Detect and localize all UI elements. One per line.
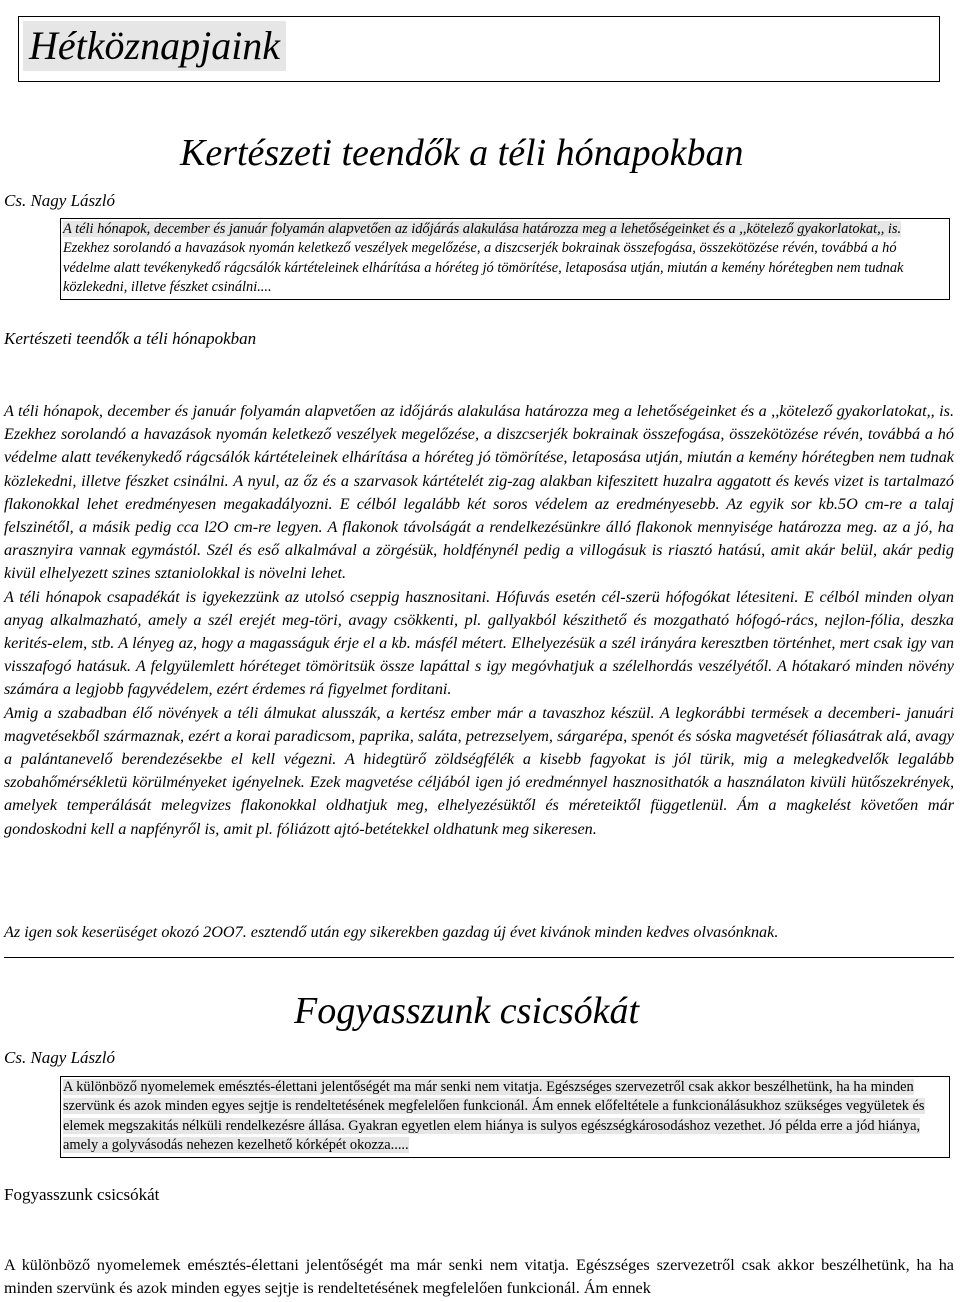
lead-highlighted-text: A különböző nyomelemek emésztés-élettani jelentőségét ma már senki nem vitatja. Egészséges szervezetről csak akkor beszélhetünk, ha ha minden szervünk és azok minden egyes sejtje is rendeltetésének megfelelően funkcionál. Ám ennek előfeltétele a funkcionálásukhoz szükséges vegyületek és elemek megszakitás nélküli rendelkezésre állása. Gyakran egyetlen elem hiánya is sulyos egészségkárosodáshoz vezethet. Jó példa erre a jód hiánya, amely a golyvásodás nehezen kezelhető kórképét okozza.....: [63, 1079, 925, 1154]
article-closing: Az igen sok keserüséget okozó 2OO7. esztendő után egy sikerekben gazdag új évet kivánok minden kedves olvasónknak.: [4, 923, 779, 941]
section-heading: Fogyasszunk csicsókát: [4, 1185, 160, 1204]
page-title: Hétköznapjaink: [23, 21, 286, 71]
lead-highlighted-text: A téli hónapok, december és január folyamán alapvetően az időjárás alakulása határozza meg a lehetőségeinket és a ,,kötelező gyakorlatokat,, is.: [63, 221, 902, 237]
article-title: Fogyasszunk csicsókát: [294, 990, 640, 1032]
article-body: [4, 400, 954, 841]
section-heading: Kertészeti teendők a téli hónapokban: [4, 329, 257, 348]
article-title: Kertészeti teendők a téli hónapokban: [180, 132, 744, 174]
lead-text: Ezekhez sorolandó a havazások nyomán keletkező veszélyek megelőzése, a diszcserjék bokrainak összefogása, összekötözése révén, továbbá a hó védelme alatt tevékenykedő rágcsálók kártételeinek elhárítása a hóréteg jó tömörítése, letaposása utján, miután a kemény hórétegben nem tudnak közlekedni, illetve fészket csinálni....: [63, 240, 904, 296]
body-paragraph: A téli hónapok csapadékát is igyekezzünk az utolsó cseppig hasznositani. Hófuvás esetén cél-szerü hófogókat létesiteni. E célból minden olyan anyag alkalmazható, amely a szél erejét meg-töri, avagy csökkenti, pl. gallyakból készithető és mozgatható hófogó-rács, nejlon-fólia, deszka kerités-elem, stb. A lényeg az, hogy a magasságuk érje el a kb. másfél métert. Elhelyezésük a szél irányára keresztben történhet, mert csak igy van visszafogó hatásuk. A felgyülemlett hóréteget tömöritsük össze lapáttal s igy megóvhatjuk a szélelhordás veszélyétől. A hótakaró minden növény számára a legjobb fagyvédelem, ezért érdemes rá figyelmet forditani.: [4, 587, 954, 699]
article-author: Cs. Nagy László: [4, 1048, 115, 1067]
header-box: [18, 16, 940, 82]
article-lead-box: [60, 218, 950, 300]
article-body: A különböző nyomelemek emésztés-élettani jelentőségét ma már senki nem vitatja. Egészséges szervezetről csak akkor beszélhetünk, ha ha minden szervünk és azok minden egyes sejtje is rendeltetésének megfelelően funkcionál. Ám ennek: [4, 1256, 954, 1298]
article-lead-box: [60, 1076, 950, 1158]
body-paragraph: Amig a szabadban élő növények a téli álmukat alusszák, a kertész ember már a tavaszhoz készül. A legkorábbi termések a decemberi- januári magvetésekből származnak, ezért a korai paradicsom, paprika, saláta, petrezselyem, sárgarépa, spenót és sóska magvetését fóliasátrak alá, avagy a palántanevelő berendezésekbe el kell végezni. A hidegtürő zöldségfélék a kisebb fagyokat is jól türik, mig a melegkedvelők legalább szobahőmérsékletü körülményeket igényelnek. Ezek magvetése céljából igen jó eredménnyel hasznosithatók a használaton kivüli hütőszekrények, amelyek temperálását melegvizes flakonokkal oldhatjuk meg, elhelyezésüktől és méreteiktől függetlenül. Ám a magkelést követően már gondoskodni kell a napfényről is, amit pl. fóliázott ajtó-betétekkel oldhatunk meg sikeresen.: [4, 703, 954, 838]
body-paragraph: A téli hónapok, december és január folyamán alapvetően az időjárás alakulása határozza meg a lehetőségeinket és a ,,kötelező gyakorlatokat,, is. Ezekhez sorolandó a havazások nyomán keletkező veszélyek megelőzése, a diszcserjék bokrainak összefogása, összekötözése révén, továbbá a hó védelme alatt tevékenykedő rágcsálók kártételeinek elhárítása a hóréteg jó tömörítése, letaposása utján, miután a kemény hórétegben nem tudnak közlekedni, illetve fészket csinálni. A nyul, az őz és a szarvasok kártételét zig-zag alakban kifeszitett huzalra aggatott és kevés vizet is tartalmazó flakonokkal lehet eredményesen megakadályozni. E célból legalább két soros védelem az eredményesebb. Az egyik sor kb.5O cm-re a talaj felszinétől, a másik pedig cca l2O cm-re legyen. A flakonok távolságát a rendelkezésünkre álló flakonok mennyisége határozza meg. az a jó, ha arasznyira vannak egymástól. Szél és eső alkalmával a zörgésük, holdfénynél pedig a villogásuk is riasztó hatású, amit akár belül, akár pedig kivül elhelyezett szines sztaniolokkal is növelni lehet.: [4, 402, 954, 583]
article-divider: [4, 957, 954, 958]
article-author: Cs. Nagy László: [4, 191, 115, 210]
